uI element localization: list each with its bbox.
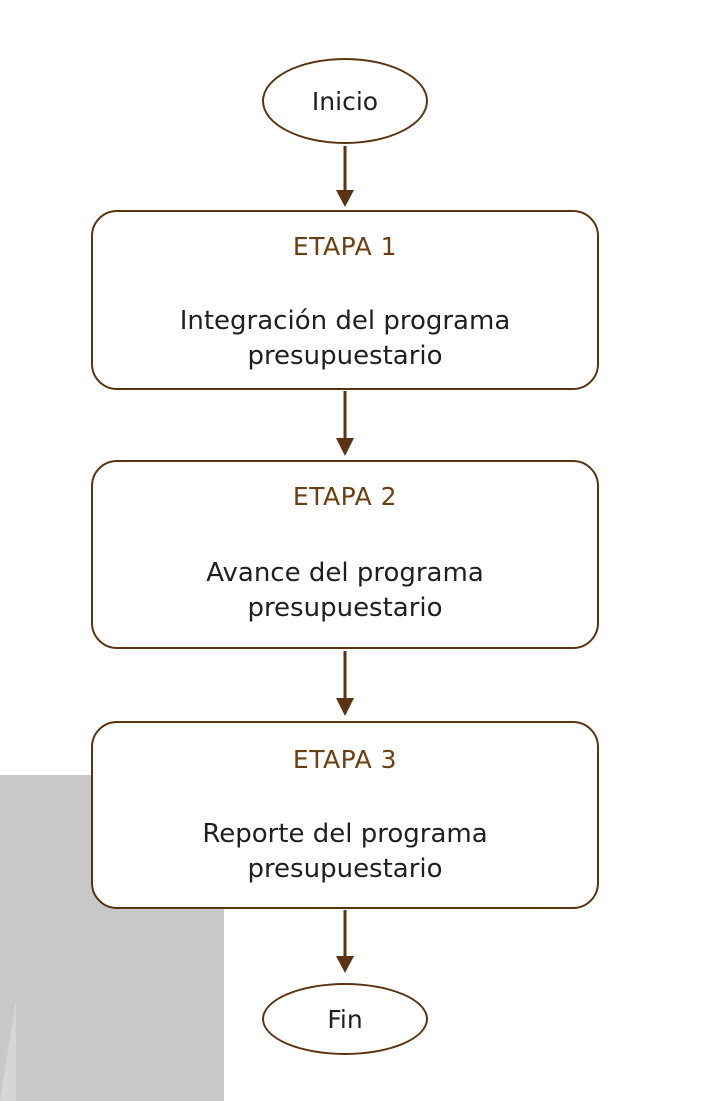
arrow-start-to-step1 (336, 146, 354, 207)
step-2-title: ETAPA 2 (292, 482, 398, 511)
start-label: Inicio (311, 86, 379, 116)
step-2-box (91, 460, 599, 649)
step-2-description (113, 556, 577, 626)
step-3-description (113, 817, 577, 887)
step-1-description-line-1: Integración del programa (179, 306, 511, 336)
arrow-step2-to-step3 (336, 651, 354, 716)
step-2-description-line-1: Avance del programa (206, 558, 484, 588)
arrow-step3-to-end (336, 910, 354, 973)
step-3-description-line-1: Reporte del programa (202, 819, 488, 849)
arrow-step1-to-step2 (336, 391, 354, 456)
step-3-box (91, 721, 599, 909)
step-3-title: ETAPA 3 (292, 745, 398, 774)
step-1-description-line-2: presupuestario (247, 341, 443, 371)
end-node (262, 983, 428, 1055)
start-node (262, 58, 428, 144)
end-label: Fin (327, 1004, 363, 1034)
step-1-description (113, 304, 577, 374)
step-3-description-line-2: presupuestario (247, 854, 443, 884)
step-1-box (91, 210, 599, 390)
step-1-title: ETAPA 1 (292, 232, 398, 261)
step-2-description-line-2: presupuestario (247, 593, 443, 623)
